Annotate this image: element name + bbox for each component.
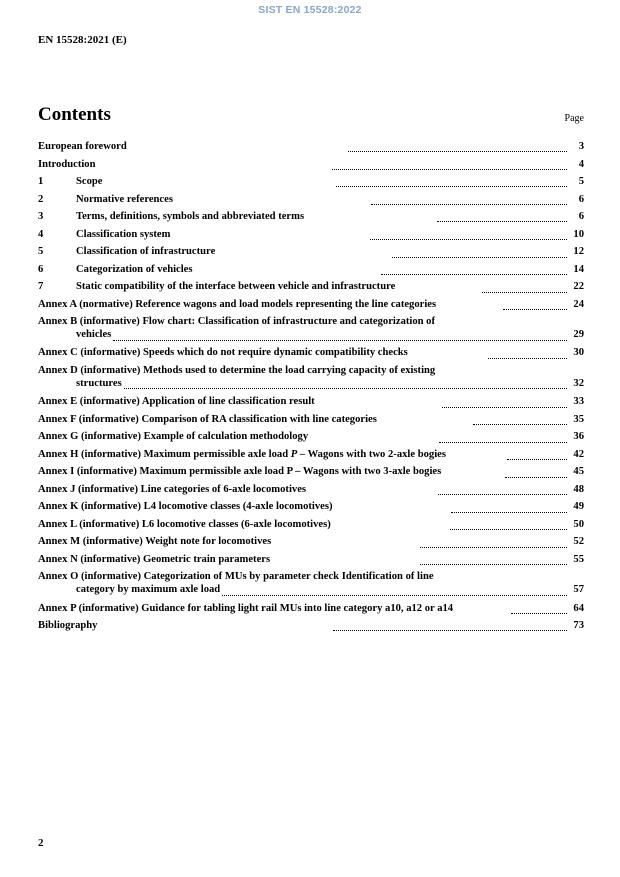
toc-leader-dots xyxy=(451,511,567,513)
toc-entry[interactable] xyxy=(38,229,584,242)
toc-leader-dots xyxy=(507,458,567,460)
toc-entry-title: European foreword xyxy=(38,141,127,152)
toc-entry-page: 14 xyxy=(573,263,585,275)
toc-entry-title: Terms, definitions, symbols and abbreviated terms xyxy=(76,211,305,223)
toc-leader-dots xyxy=(392,256,567,258)
toc-leader-dots xyxy=(438,493,568,495)
toc-entry[interactable] xyxy=(38,466,584,479)
toc-entry-page: 22 xyxy=(573,281,585,293)
toc-entry[interactable] xyxy=(38,211,584,224)
toc-entry-title: Annex G (informative) Example of calculation methodology xyxy=(38,431,309,443)
toc-entry[interactable] xyxy=(38,603,584,616)
standard-watermark: SIST EN 15528:2022 xyxy=(258,4,362,16)
toc-leader-dots xyxy=(442,406,567,408)
toc-entry-title: Static compatibility of the interface between vehicle and infrastructure xyxy=(76,281,396,293)
toc-entry[interactable] xyxy=(38,299,584,312)
toc-entry[interactable] xyxy=(38,246,584,259)
toc-entry-page: 32 xyxy=(573,377,584,389)
toc-entry-number: 3 xyxy=(38,211,44,223)
toc-entry[interactable] xyxy=(38,554,584,567)
toc-entry-page: 73 xyxy=(573,620,584,632)
toc-leader-dots xyxy=(420,546,567,548)
toc-entry[interactable] xyxy=(38,431,584,444)
toc-entry-number: 2 xyxy=(38,193,44,205)
toc-entry[interactable] xyxy=(38,414,584,427)
toc-entry-page: 12 xyxy=(573,246,584,258)
toc-entry[interactable] xyxy=(38,264,584,277)
toc-entry-title: Annex F (informative) Comparison of RA classification with line categories xyxy=(38,413,377,425)
toc-entry-page: 6 xyxy=(578,193,584,205)
toc-entry-title: Annex C (informative) Speeds which do not require dynamic compatibility checks xyxy=(38,347,408,359)
toc-entry-title: Annex I (informative) Maximum permissible axle load P – Wagons with two 3-axle bogies xyxy=(38,466,442,478)
toc-leader-dots xyxy=(332,168,567,170)
toc-entry[interactable] xyxy=(38,347,584,360)
toc-leader-dots xyxy=(511,612,567,614)
toc-entry-number: 7 xyxy=(38,281,44,293)
toc-entry-page: 29 xyxy=(573,329,584,341)
toc-entry-page: 36 xyxy=(573,431,584,443)
toc-entry-page: 50 xyxy=(573,518,584,530)
document-identifier: EN 15528:2021 (E) xyxy=(38,34,127,46)
toc-entry-title: Classification of infrastructure xyxy=(76,246,216,258)
toc-entry[interactable] xyxy=(38,176,584,189)
toc-entry-page: 45 xyxy=(573,466,584,478)
toc-leader-dots xyxy=(439,441,567,443)
toc-entry-title: Normative references xyxy=(76,193,173,205)
toc-entry-page: 33 xyxy=(573,396,584,408)
page-column-label: Page xyxy=(564,113,584,124)
toc-leader-dots xyxy=(450,528,567,530)
toc-entry-page: 55 xyxy=(573,553,585,565)
toc-entry[interactable] xyxy=(38,141,584,154)
toc-entry-title: Annex H (informative) Maximum permissible axle load P – Wagons with two 2-axle bogies xyxy=(38,448,446,460)
toc-entry-page: 30 xyxy=(573,347,584,359)
toc-leader-dots xyxy=(482,291,567,293)
table-of-contents xyxy=(38,141,584,638)
toc-entry-title: Introduction xyxy=(38,158,96,170)
toc-entry[interactable] xyxy=(38,519,584,532)
toc-entry-number: 6 xyxy=(38,263,44,275)
toc-entry-title: Annex N (informative) Geometric train parameters xyxy=(38,553,271,565)
toc-entry[interactable] xyxy=(38,194,584,207)
toc-leader-dots xyxy=(222,594,567,596)
toc-entry-number: 5 xyxy=(38,246,44,258)
toc-entry[interactable] xyxy=(38,501,584,514)
toc-entry-title: Annex A (normative) Reference wagons and load models representing the line categories xyxy=(38,298,437,310)
toc-entry[interactable] xyxy=(38,159,584,172)
toc-entry-title: Annex L (informative) L6 locomotive classes (6-axle locomotives) xyxy=(38,518,331,530)
toc-entry-page: 10 xyxy=(573,228,584,240)
toc-entry-title: Annex B (informative) Flow chart: Classification of infrastructure and categorization of xyxy=(38,316,436,328)
toc-entry-title: Annex J (informative) Line categories of 6-axle locomotives xyxy=(38,483,307,495)
toc-leader-dots xyxy=(333,629,567,631)
toc-entry-title-continued: category by maximum axle load xyxy=(76,584,221,596)
toc-entry-title: Categorization of vehicles xyxy=(76,263,193,275)
toc-entry-page: 6 xyxy=(578,211,585,223)
toc-entry[interactable] xyxy=(38,281,584,294)
toc-leader-dots xyxy=(437,220,567,222)
toc-entry-title-continued: structures xyxy=(76,377,122,389)
toc-entry[interactable] xyxy=(38,449,584,462)
toc-entry-title: Classification system xyxy=(76,228,171,240)
toc-entry-title-continued: vehicles xyxy=(76,329,112,341)
toc-leader-dots xyxy=(488,357,567,359)
toc-entry[interactable] xyxy=(38,571,584,597)
toc-leader-dots xyxy=(505,476,567,478)
toc-entry[interactable] xyxy=(38,365,584,391)
toc-leader-dots xyxy=(124,387,567,389)
toc-entry-page: 3 xyxy=(578,141,584,152)
toc-entry-page: 24 xyxy=(573,298,585,310)
toc-entry-title: Annex K (informative) L4 locomotive classes (4-axle locomotives) xyxy=(38,501,333,513)
toc-leader-dots xyxy=(381,273,567,275)
toc-entry-title: Annex D (informative) Methods used to determine the load carrying capacity of existing xyxy=(38,364,436,376)
toc-entry-title: Bibliography xyxy=(38,620,98,632)
toc-entry-number: 1 xyxy=(38,176,44,188)
toc-entry-page: 42 xyxy=(573,448,584,460)
toc-entry-number: 4 xyxy=(38,228,44,240)
toc-entry-page: 52 xyxy=(573,536,584,548)
toc-entry-title: Scope xyxy=(76,176,103,188)
toc-leader-dots xyxy=(473,423,567,425)
footer-page-number: 2 xyxy=(38,837,44,849)
toc-entry[interactable] xyxy=(38,484,584,497)
toc-leader-dots xyxy=(348,150,567,152)
toc-entry-page: 64 xyxy=(573,602,584,614)
toc-entry-page: 48 xyxy=(573,483,585,495)
toc-entry-title: Annex O (informative) Categorization of MUs by parameter check Identification of line xyxy=(38,571,434,583)
toc-entry-title: Annex M (informative) Weight note for locomotives xyxy=(38,536,272,548)
toc-leader-dots xyxy=(370,238,567,240)
toc-entry-title: Annex P (informative) Guidance for tabling light rail MUs into line category a10, a12 or a14 xyxy=(38,602,454,614)
toc-entry-page: 5 xyxy=(578,176,585,188)
toc-leader-dots xyxy=(503,308,567,310)
page-title: Contents xyxy=(38,104,111,125)
toc-entry[interactable] xyxy=(38,536,584,549)
toc-entry-page: 49 xyxy=(573,501,584,513)
toc-entry-title: Annex E (informative) Application of line classification result xyxy=(38,396,315,408)
toc-entry-page: 57 xyxy=(573,584,584,596)
toc-entry-page: 4 xyxy=(578,158,584,170)
toc-entry[interactable] xyxy=(38,316,584,342)
toc-leader-dots xyxy=(336,185,567,187)
toc-entry-page: 35 xyxy=(573,413,584,425)
toc-leader-dots xyxy=(420,563,567,565)
toc-entry[interactable] xyxy=(38,620,584,633)
toc-leader-dots xyxy=(113,339,567,341)
toc-entry[interactable] xyxy=(38,396,584,409)
toc-leader-dots xyxy=(371,203,567,205)
